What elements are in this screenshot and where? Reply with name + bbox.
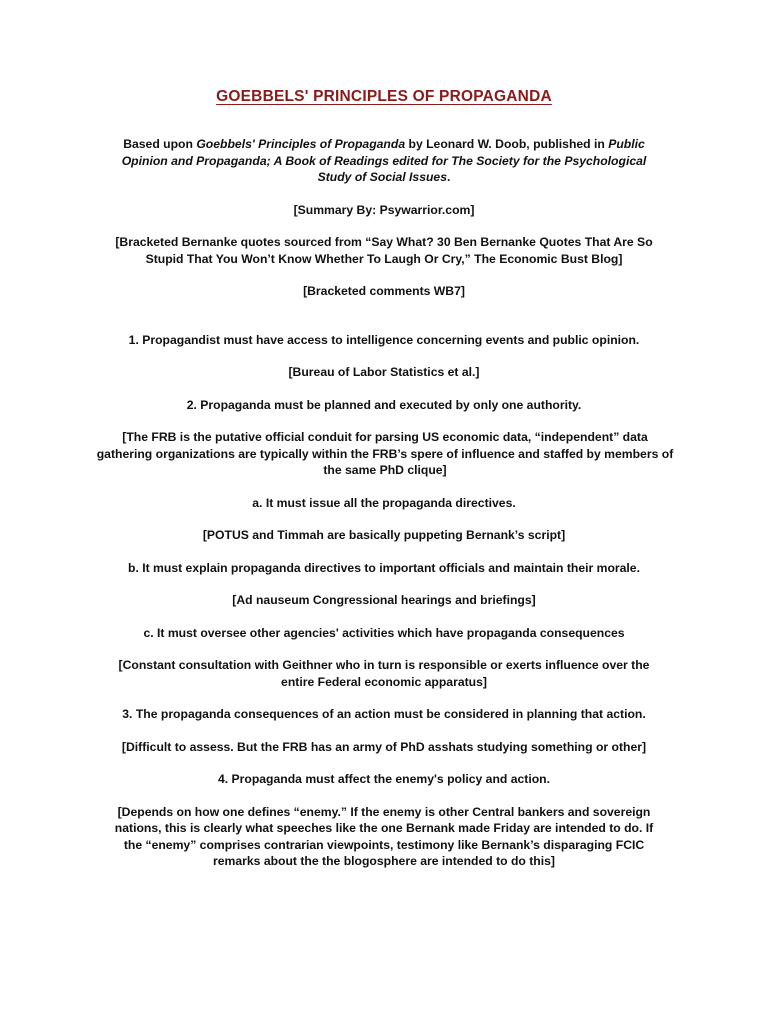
principle-4: 4. Propaganda must affect the enemy's policy and action.: [217, 772, 551, 786]
comment-2b: [Ad nauseum Congressional hearings and briefings]: [232, 593, 536, 607]
bernanke-source-note: [Bracketed Bernanke quotes sourced from “Say What? 30 Ben Bernanke Quotes That Are So Stupid That You Won’t Know Whether To Laugh Or Cry,” The Economic Bust Blog]: [115, 235, 653, 266]
principle-2: 2. Propaganda must be planned and executed by only one authority.: [186, 397, 582, 412]
principle-2a: a. It must issue all the propaganda directives.: [252, 495, 516, 510]
principle-3: 3. The propaganda consequences of an action must be considered in planning that action.: [122, 707, 646, 721]
principle-1: 1. Propagandist must have access to intelligence concerning events and public opinion.: [128, 332, 640, 347]
principle-2b: b. It must explain propaganda directives to important officials and maintain their morale.: [128, 560, 640, 575]
document-title: GOEBBELS' PRINCIPLES OF PROPAGANDA: [216, 88, 552, 105]
intro-book-title: Goebbels' Principles of Propaganda: [196, 137, 406, 151]
principle-2c: c. It must oversee other agencies' activities which have propaganda consequences: [143, 625, 625, 640]
comment-2a: [POTUS and Timmah are basically puppeting Bernank’s script]: [202, 528, 566, 542]
comments-note: [Bracketed comments WB7]: [303, 284, 465, 298]
comment-2: [The FRB is the putative official conduit for parsing US economic data, “independent” data gathering organizations are typically within the FRB’s spere of influence and staffed by members of the same PhD clique]: [96, 430, 674, 477]
intro-text-3: .: [446, 170, 451, 184]
intro-text-1: Based upon: [123, 137, 197, 151]
comment-2c: [Constant consultation with Geithner who in turn is responsible or exerts influence over the entire Federal economic apparatus]: [118, 658, 650, 689]
comment-4: [Depends on how one defines “enemy.” If the enemy is other Central bankers and sovereign nations, this is clearly what speeches like the one Bernank made Friday are intended to do. If the “enemy” comprises contrarian viewpoints, testimony like Bernank’s disparaging FCIC remarks about the the blogosphere are intended to do this]: [114, 804, 654, 868]
intro-publication-title: Public Opinion and Propaganda; A Book of Readings edited for The Society for the Psychological Study of Social Issues: [121, 137, 647, 184]
comment-1: [Bureau of Labor Statistics et al.]: [288, 365, 480, 379]
summary-credit: [Summary By: Psywarrior.com]: [293, 202, 475, 217]
intro-text-2: by Leonard W. Doob, published in: [405, 137, 609, 151]
intro-paragraph: [104, 136, 664, 186]
comment-3: [Difficult to assess. But the FRB has an army of PhD asshats studying something or other]: [121, 739, 647, 754]
